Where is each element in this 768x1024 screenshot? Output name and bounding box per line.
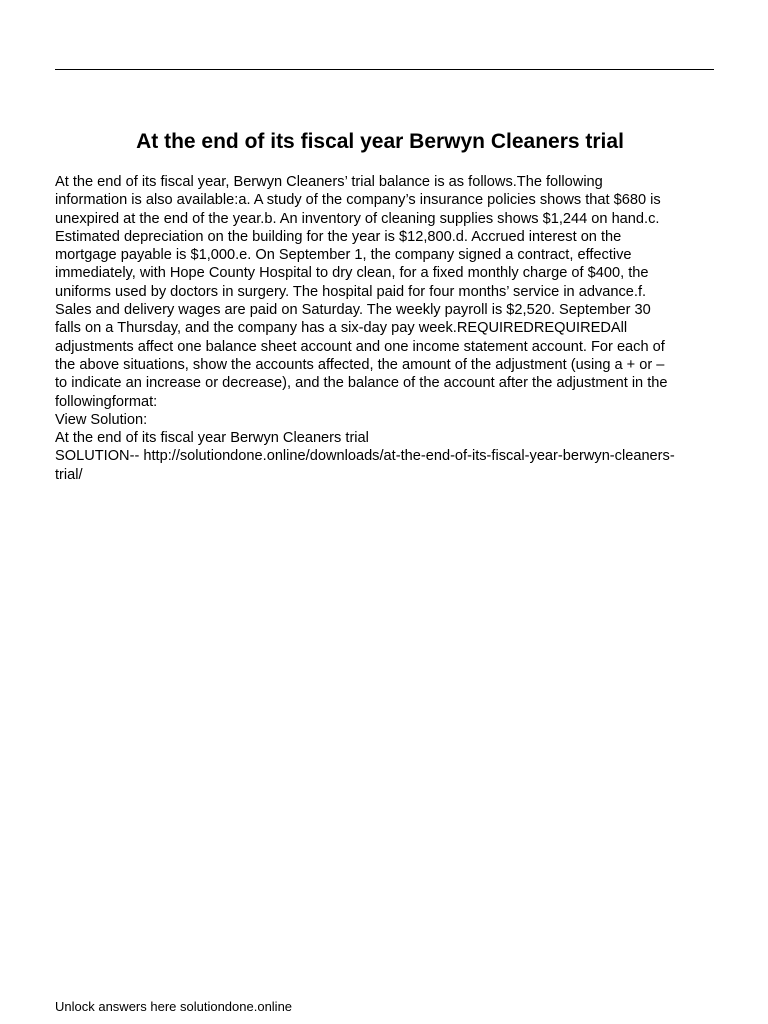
body-line: Sales and delivery wages are paid on Saturday. The weekly payroll is $2,520. September 30 — [55, 302, 651, 319]
body-line: immediately, with Hope County Hospital to dry clean, for a fixed monthly charge of $400, the — [55, 265, 649, 282]
solution-title: At the end of its fiscal year Berwyn Cleaners trial — [55, 430, 369, 447]
body-line: Estimated depreciation on the building for the year is $12,800.d. Accrued interest on the — [55, 228, 622, 245]
view-solution-label: View Solution: — [55, 411, 148, 428]
question-paragraph — [55, 173, 715, 411]
body-line: mortgage payable is $1,000.e. On September 1, the company signed a contract, effective — [55, 247, 632, 264]
body-line: At the end of its fiscal year, Berwyn Cleaners’ trial balance is as follows.The following — [55, 174, 603, 190]
body-line: to indicate an increase or decrease), and the balance of the account after the adjustment in the — [55, 375, 668, 392]
body-line: followingformat: — [55, 393, 158, 410]
document-body — [55, 173, 715, 484]
body-line: adjustments affect one balance sheet account and one income statement account. For each of — [55, 338, 665, 355]
body-line: unexpired at the end of the year.b. An inventory of cleaning supplies shows $1,244 on hand.c. — [55, 210, 660, 227]
body-line: falls on a Thursday, and the company has a six-day pay week.REQUIREDREQUIREDAll — [55, 320, 628, 337]
body-line: information is also available:a. A study of the company’s insurance policies shows that $680 is — [55, 192, 661, 209]
document-title: At the end of its fiscal year Berwyn Cleaners trial — [136, 130, 624, 153]
body-line: the above situations, show the accounts affected, the amount of the adjustment (using a + or – — [55, 356, 665, 373]
solution-link-continuation[interactable]: trial/ — [55, 466, 83, 483]
body-line: uniforms used by doctors in surgery. The hospital paid for four months’ service in advance.f. — [55, 283, 647, 300]
solution-link[interactable]: SOLUTION-- http://solutiondone.online/downloads/at-the-end-of-its-fiscal-year-berwyn-cleaners- — [55, 448, 675, 465]
footer-text: Unlock answers here solutiondone.online — [55, 999, 293, 1014]
top-divider — [55, 69, 714, 70]
